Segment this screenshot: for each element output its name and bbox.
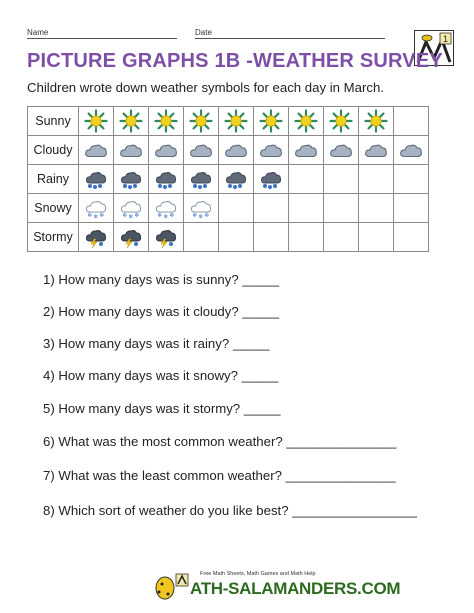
graph-cell bbox=[254, 107, 289, 136]
graph-cell bbox=[114, 165, 149, 194]
graph-cell bbox=[394, 223, 429, 252]
rain-cloud-icon bbox=[254, 168, 288, 190]
graph-cell bbox=[149, 107, 184, 136]
date-field-line[interactable] bbox=[195, 38, 385, 39]
graph-cell bbox=[254, 194, 289, 223]
graph-cell bbox=[324, 107, 359, 136]
graph-cell bbox=[184, 223, 219, 252]
question-8: 8) Which sort of weather do you like best? _________________ bbox=[43, 503, 417, 518]
cloud-icon bbox=[359, 140, 393, 160]
graph-cell bbox=[79, 223, 114, 252]
graph-row-stormy bbox=[28, 223, 429, 252]
name-label: Name bbox=[27, 28, 49, 37]
svg-text:❄: ❄ bbox=[87, 212, 93, 219]
graph-cell bbox=[289, 223, 324, 252]
graph-cell bbox=[79, 136, 114, 165]
weather-picture-graph bbox=[27, 106, 429, 252]
question-4: 4) How many days was it snowy? _____ bbox=[43, 368, 279, 383]
sun-icon bbox=[114, 109, 148, 133]
question-5: 5) How many days was it stormy? _____ bbox=[43, 401, 281, 416]
name-field-line[interactable] bbox=[27, 38, 177, 39]
graph-cell bbox=[324, 223, 359, 252]
row-label: Sunny bbox=[28, 107, 79, 136]
graph-cell bbox=[184, 165, 219, 194]
sun-icon bbox=[324, 109, 358, 133]
graph-cell bbox=[254, 136, 289, 165]
row-label: Rainy bbox=[28, 165, 79, 194]
question-7: 7) What was the least common weather? _______________ bbox=[43, 468, 396, 483]
sun-icon bbox=[149, 109, 183, 133]
graph-row-sunny bbox=[28, 107, 429, 136]
graph-cell bbox=[289, 136, 324, 165]
graph-cell bbox=[359, 136, 394, 165]
row-label: Cloudy bbox=[28, 136, 79, 165]
sun-icon bbox=[219, 109, 253, 133]
graph-cell bbox=[254, 223, 289, 252]
svg-text:❄: ❄ bbox=[157, 212, 163, 219]
graph-cell bbox=[289, 107, 324, 136]
rain-cloud-icon bbox=[149, 168, 183, 190]
graph-cell bbox=[324, 194, 359, 223]
graph-cell bbox=[79, 107, 114, 136]
graph-cell bbox=[184, 136, 219, 165]
graph-cell bbox=[149, 194, 184, 223]
graph-cell bbox=[394, 194, 429, 223]
salamander-mascot-icon bbox=[151, 570, 191, 602]
snow-cloud-icon bbox=[114, 197, 148, 219]
cloud-icon bbox=[149, 140, 183, 160]
page-title: PICTURE GRAPHS 1B -WEATHER SURVEY bbox=[27, 50, 443, 72]
footer-brand: ATH-SALAMANDERS.COM bbox=[190, 579, 401, 598]
snow-cloud-icon bbox=[149, 197, 183, 219]
graph-cell bbox=[149, 165, 184, 194]
cloud-icon bbox=[254, 140, 288, 160]
sun-icon bbox=[184, 109, 218, 133]
question-2: 2) How many days was it cloudy? _____ bbox=[43, 304, 280, 319]
graph-cell bbox=[114, 107, 149, 136]
graph-cell bbox=[359, 223, 394, 252]
graph-cell bbox=[114, 223, 149, 252]
rain-cloud-icon bbox=[219, 168, 253, 190]
svg-text:❄: ❄ bbox=[93, 213, 99, 219]
graph-cell bbox=[219, 136, 254, 165]
sun-icon bbox=[79, 109, 113, 133]
graph-cell bbox=[359, 107, 394, 136]
svg-text:❄: ❄ bbox=[99, 212, 105, 219]
rain-cloud-icon bbox=[184, 168, 218, 190]
cloud-icon bbox=[114, 140, 148, 160]
cloud-icon bbox=[184, 140, 218, 160]
storm-cloud-icon bbox=[79, 226, 113, 248]
graph-cell bbox=[394, 107, 429, 136]
instructions-text: Children wrote down weather symbols for each day in March. bbox=[27, 80, 384, 95]
row-label: Stormy bbox=[28, 223, 79, 252]
graph-cell bbox=[149, 136, 184, 165]
graph-cell bbox=[79, 165, 114, 194]
snow-cloud-icon bbox=[184, 197, 218, 219]
svg-text:❄: ❄ bbox=[204, 212, 210, 219]
sun-icon bbox=[289, 109, 323, 133]
svg-text:❄: ❄ bbox=[192, 212, 198, 219]
storm-cloud-icon bbox=[114, 226, 148, 248]
graph-cell bbox=[184, 194, 219, 223]
graph-cell bbox=[219, 223, 254, 252]
cloud-icon bbox=[79, 140, 113, 160]
cloud-icon bbox=[324, 140, 358, 160]
svg-text:❄: ❄ bbox=[122, 212, 128, 219]
graph-cell bbox=[359, 165, 394, 194]
storm-cloud-icon bbox=[149, 226, 183, 248]
graph-cell bbox=[394, 165, 429, 194]
cloud-icon bbox=[289, 140, 323, 160]
graph-row-snowy bbox=[28, 194, 429, 223]
graph-cell bbox=[289, 165, 324, 194]
snow-cloud-icon bbox=[79, 197, 113, 219]
graph-cell bbox=[324, 136, 359, 165]
graph-cell bbox=[359, 194, 394, 223]
cloud-icon bbox=[394, 140, 428, 160]
svg-text:❄: ❄ bbox=[128, 213, 134, 219]
graph-cell bbox=[219, 107, 254, 136]
graph-cell bbox=[219, 194, 254, 223]
graph-cell bbox=[79, 194, 114, 223]
graph-row-rainy bbox=[28, 165, 429, 194]
graph-cell bbox=[149, 223, 184, 252]
graph-cell bbox=[219, 165, 254, 194]
date-label: Date bbox=[195, 28, 212, 37]
question-3: 3) How many days was it rainy? _____ bbox=[43, 336, 270, 351]
question-1: 1) How many days was is sunny? _____ bbox=[43, 272, 280, 287]
rain-cloud-icon bbox=[79, 168, 113, 190]
question-6: 6) What was the most common weather? _______________ bbox=[43, 434, 397, 449]
svg-text:❄: ❄ bbox=[169, 212, 175, 219]
svg-text:❄: ❄ bbox=[198, 213, 204, 219]
graph-cell bbox=[114, 194, 149, 223]
svg-text:❄: ❄ bbox=[134, 212, 140, 219]
graph-cell bbox=[324, 165, 359, 194]
graph-cell bbox=[254, 165, 289, 194]
graph-row-cloudy bbox=[28, 136, 429, 165]
footer-tagline: Free Math Sheets, Math Games and Math Help bbox=[200, 571, 316, 577]
logo-badge-text: 1 bbox=[442, 34, 449, 44]
sun-icon bbox=[359, 109, 393, 133]
row-label: Snowy bbox=[28, 194, 79, 223]
cloud-icon bbox=[219, 140, 253, 160]
graph-cell bbox=[289, 194, 324, 223]
rain-cloud-icon bbox=[114, 168, 148, 190]
sun-icon bbox=[254, 109, 288, 133]
graph-cell bbox=[114, 136, 149, 165]
svg-text:❄: ❄ bbox=[163, 213, 169, 219]
graph-cell bbox=[184, 107, 219, 136]
graph-cell bbox=[394, 136, 429, 165]
